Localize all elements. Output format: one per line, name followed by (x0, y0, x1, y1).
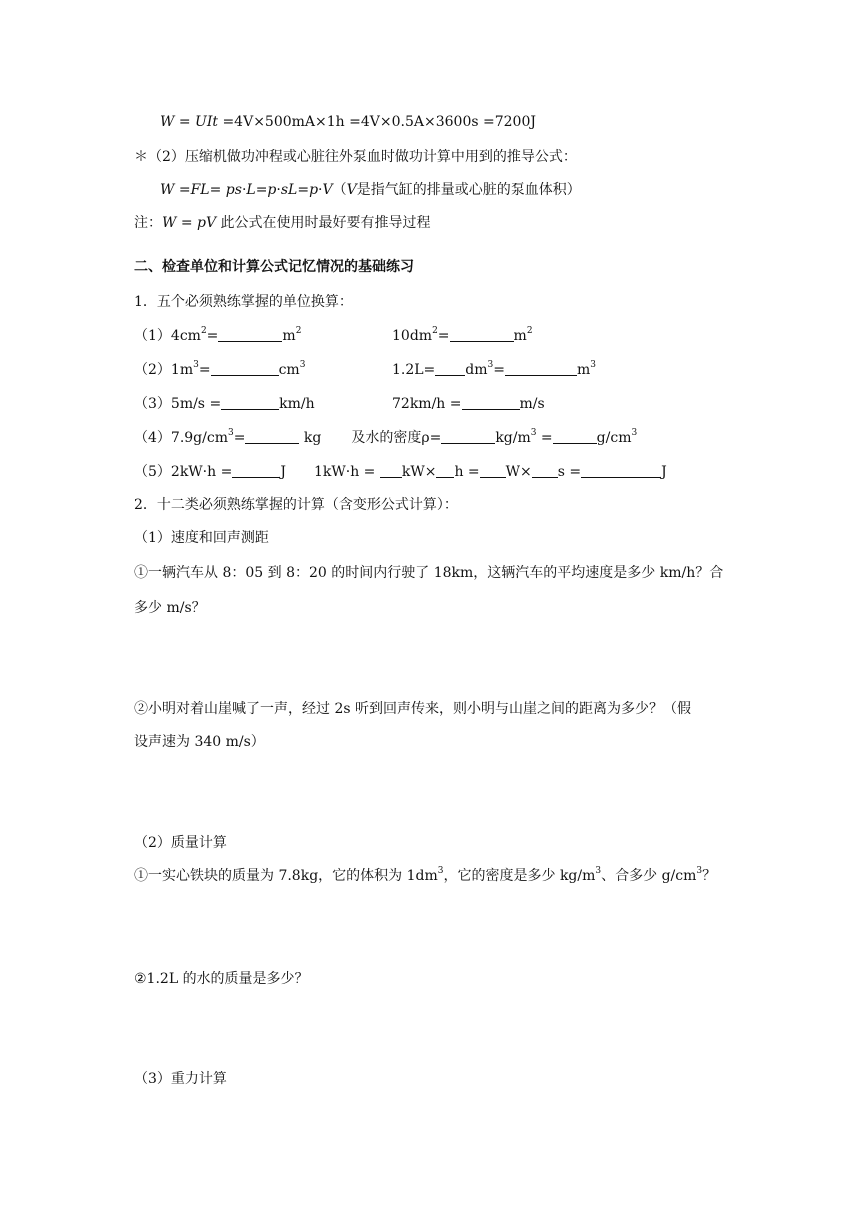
sub1-title: （1）速度和回声测距 (134, 530, 269, 546)
superscript: 3 (696, 866, 703, 877)
conv-text: kW× (401, 464, 437, 480)
conv-text: 1kW·h = (313, 464, 380, 480)
note-text: 此公式在使用时最好要有推导过程 (216, 215, 431, 231)
superscript: 3 (530, 428, 537, 439)
formula-w-uit-calc: =4V×500mA×1h =4V×0.5A×3600s =7200J (218, 114, 536, 130)
p3-text: ，它的密度是多少 kg/m (443, 868, 596, 884)
conv-row-2a (134, 360, 305, 380)
conv-text: 及水的密度ρ= (351, 430, 442, 446)
conv-text: 72km/h = (392, 396, 462, 412)
conv-text: = (198, 362, 211, 378)
dot: · (241, 182, 247, 198)
w-symbol: W (160, 114, 175, 130)
conv-row-3a (134, 394, 315, 414)
item-2-star: ＊（2）压缩机做功冲程或心脏往外泵血时做功计算中用到的推导公式： (134, 149, 577, 165)
equals: = (255, 182, 268, 198)
answer-blank[interactable] (462, 395, 520, 410)
conv-text: 10dm (392, 328, 433, 344)
conv-text: （4）7.9g/cm (134, 430, 228, 446)
fl-symbol: FL (190, 182, 210, 198)
conv-text: kg (299, 430, 322, 446)
superscript: 3 (193, 360, 199, 371)
conv-text: 1.2L= (392, 362, 436, 378)
conv-row-1b (392, 326, 533, 346)
v-symbol: V (346, 182, 357, 198)
answer-blank[interactable] (581, 463, 661, 478)
answer-blank[interactable] (450, 327, 514, 342)
answer-blank[interactable] (532, 463, 558, 478)
answer-blank[interactable] (435, 361, 465, 376)
equals: = (174, 182, 191, 198)
superscript: 2 (526, 326, 533, 337)
conv-row-2b (392, 360, 596, 380)
sub3-title: （3）重力计算 (134, 1071, 227, 1087)
conv-text: km/h (279, 396, 315, 412)
p2-line2: 设声速为 340 m/s） (134, 734, 265, 750)
superscript: 2 (200, 326, 207, 337)
paren-open: （ (332, 182, 347, 198)
superscript: 3 (595, 866, 602, 877)
conv-text: g/cm (596, 430, 632, 446)
superscript: 2 (432, 326, 438, 337)
p3-text: ？ (702, 868, 717, 884)
answer-blank[interactable] (436, 463, 454, 478)
conv-text: m (282, 328, 296, 344)
conv-text: dm (465, 362, 488, 378)
superscript: 3 (590, 360, 597, 371)
answer-blank[interactable] (211, 361, 279, 376)
conv-text: m (577, 362, 591, 378)
dot: · (318, 182, 323, 198)
conv-row-4 (134, 428, 637, 448)
conv-row-1a (134, 326, 301, 346)
formula-fl-note: 是指气缸的排量或心脏的泵血体积） (356, 182, 581, 198)
uit-symbol: UIt (195, 114, 218, 130)
superscript: 3 (437, 866, 444, 877)
q2-title: 2．十二类必须熟练掌握的计算（含变形公式计算）： (134, 497, 458, 513)
conv-text: = (536, 430, 553, 446)
conv-text: W× (505, 464, 532, 480)
superscript: 2 (295, 326, 302, 337)
conv-text: = (437, 328, 450, 344)
conv-text: （3）5m/s = (134, 396, 222, 412)
equals: = (176, 215, 198, 231)
pv-symbol: pV (197, 215, 217, 231)
w-symbol: W (162, 215, 177, 231)
p1-line1: ①一辆汽车从 8：05 到 8：20 的时间内行驶了 18km，这辆汽车的平均速度是多少 km/h？合 (134, 565, 724, 581)
p3-text: ①一实心铁块的质量为 7.8kg，它的体积为 1dm (134, 868, 438, 884)
superscript: 3 (631, 428, 638, 439)
conv-text: s = (557, 464, 582, 480)
conv-text: m (513, 328, 527, 344)
conv-text: （1）4cm (134, 328, 201, 344)
l-symbol: L (246, 182, 256, 198)
superscript: 3 (299, 360, 306, 371)
conv-text: h = (454, 464, 480, 480)
p3-line (134, 866, 716, 886)
answer-blank[interactable] (380, 463, 402, 478)
p4-line: ②1.2L 的水的质量是多少？ (134, 971, 309, 987)
conv-text: m/s (519, 396, 545, 412)
w-symbol: W (160, 182, 175, 198)
p3-text: 、合多少 g/cm (601, 868, 697, 884)
formula-w-uit (160, 112, 536, 132)
sl-symbol: sL (280, 182, 298, 198)
conv-row-5 (134, 462, 667, 482)
dot: · (276, 182, 281, 198)
conv-text: = (493, 362, 506, 378)
section-2-heading: 二、检查单位和计算公式记忆情况的基础练习 (134, 259, 414, 275)
conv-text: kg/m (495, 430, 531, 446)
conv-text: = (233, 430, 246, 446)
answer-blank[interactable] (553, 429, 597, 444)
answer-blank[interactable] (441, 429, 495, 444)
sub2-title: （2）质量计算 (134, 835, 227, 851)
answer-blank[interactable] (221, 395, 279, 410)
conv-text: = (206, 328, 219, 344)
p1-line2: 多少 m/s？ (134, 600, 206, 616)
equals: = (297, 182, 310, 198)
p-symbol: p (267, 182, 277, 198)
answer-blank[interactable] (218, 327, 282, 342)
equals: = (174, 114, 196, 130)
v-symbol: V (322, 182, 333, 198)
conv-text: J (280, 464, 286, 480)
note-line (134, 213, 431, 233)
p-symbol: p (309, 182, 319, 198)
conv-text: cm (278, 362, 300, 378)
conv-text: （2）1m (134, 362, 194, 378)
superscript: 3 (487, 360, 494, 371)
superscript: 3 (227, 428, 234, 439)
q1-title: 1．五个必须熟练掌握的单位换算： (134, 294, 353, 310)
formula-fl (160, 180, 581, 200)
answer-blank[interactable] (480, 463, 506, 478)
ps-symbol: ps (225, 182, 242, 198)
note-label: 注： (134, 215, 162, 231)
p2-line1: ②小明对着山崖喊了一声，经过 2s 听到回声传来，则小明与山崖之间的距离为多少？（假 (134, 701, 691, 717)
equals: = (209, 182, 226, 198)
conv-text: （5）2kW·h = (134, 464, 233, 480)
conv-row-3b (392, 394, 545, 414)
answer-blank[interactable] (505, 361, 577, 376)
answer-blank[interactable] (245, 429, 299, 444)
answer-blank[interactable] (232, 463, 280, 478)
conv-text: J (661, 464, 667, 480)
